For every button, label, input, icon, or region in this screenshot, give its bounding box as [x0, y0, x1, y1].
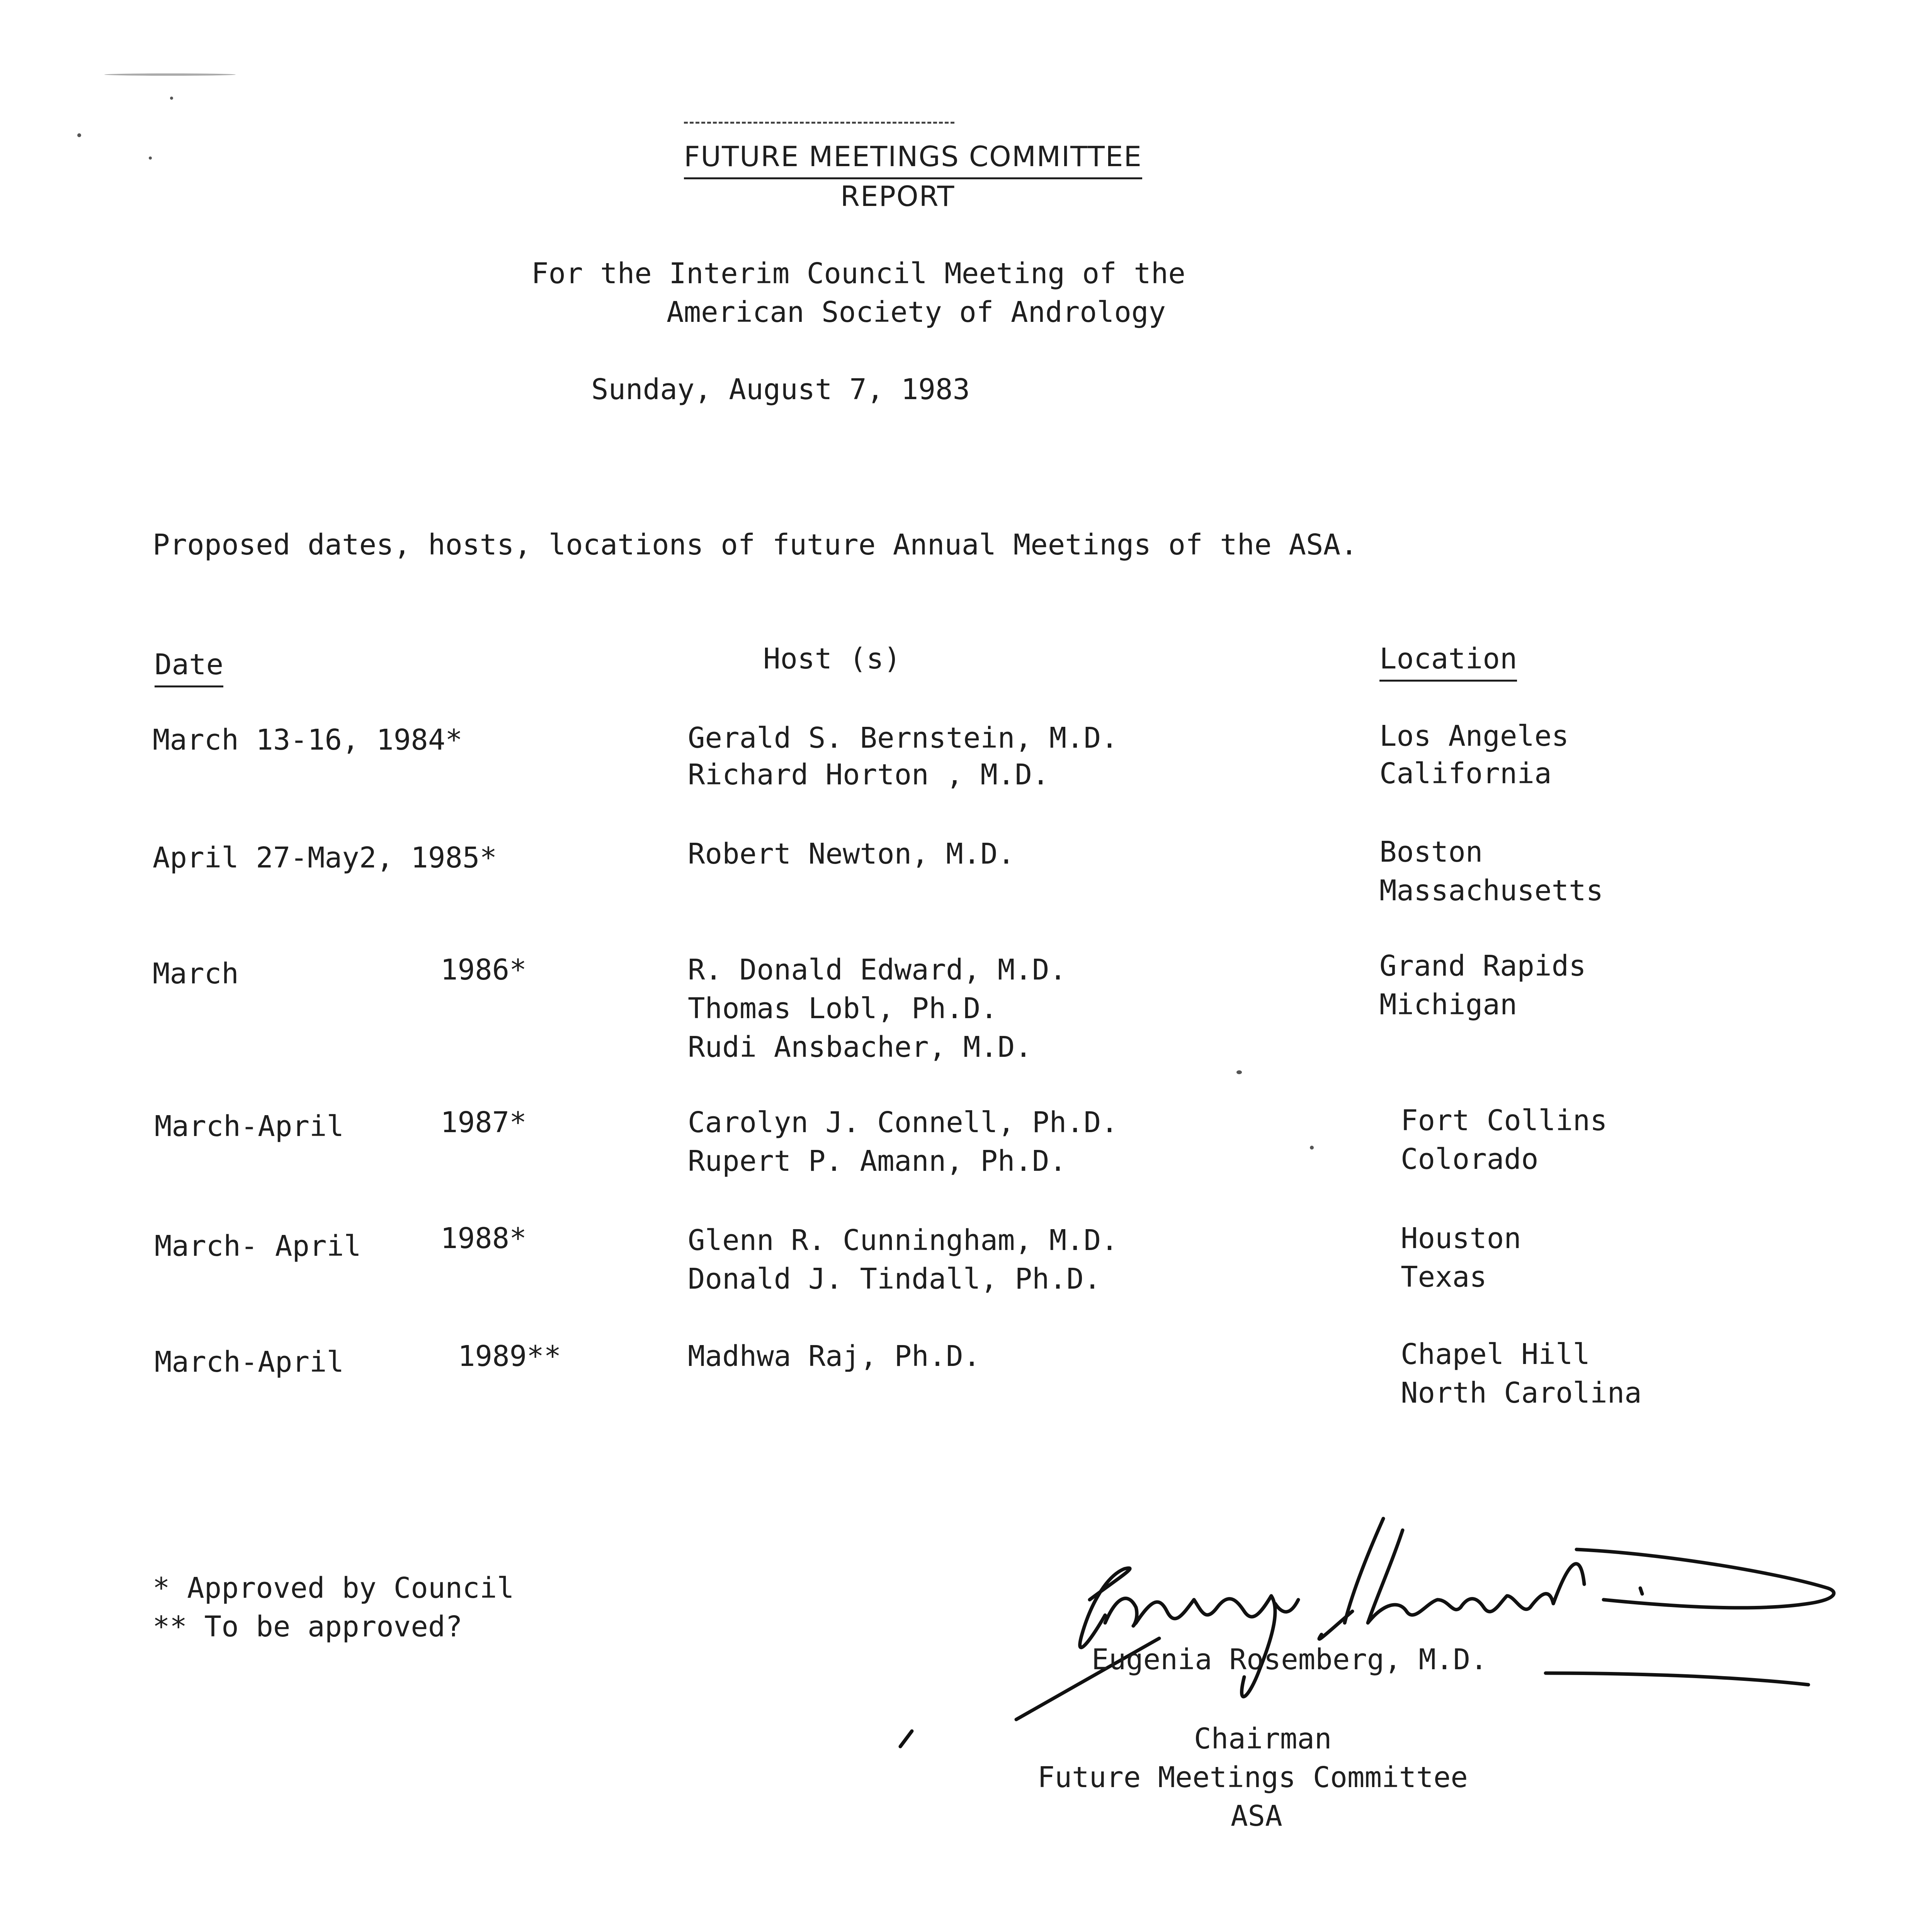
row-location: Fort Collins — [1401, 1104, 1607, 1137]
row-date: March 13-16, 1984* — [153, 723, 463, 757]
header-line-1: For the Interim Council Meeting of the — [531, 257, 1185, 290]
scan-mark — [104, 73, 236, 76]
row-host: Carolyn J. Connell, Ph.D. — [688, 1106, 1118, 1139]
row-host: Glenn R. Cunningham, M.D. — [688, 1224, 1118, 1257]
row-location: Houston — [1401, 1222, 1521, 1255]
row-date-year: 1987* — [440, 1106, 527, 1139]
scan-mark — [170, 97, 173, 100]
row-host: Gerald S. Bernstein, M.D. — [688, 721, 1118, 755]
report-subtitle: REPORT — [840, 180, 955, 213]
row-location: Massachusetts — [1379, 874, 1604, 907]
report-title: FUTURE MEETINGS COMMITTEE — [684, 137, 1142, 179]
row-location: Michigan — [1379, 988, 1517, 1021]
row-date: April 27-May2, 1985* — [153, 841, 497, 874]
row-location: Colorado — [1401, 1143, 1539, 1176]
row-date-month: March-April — [155, 1110, 344, 1143]
intro-text: Proposed dates, hosts, locations of future Annual Meetings of the ASA. — [153, 528, 1358, 561]
row-location: Boston — [1379, 835, 1483, 869]
scan-mark — [77, 133, 81, 137]
row-host: Madhwa Raj, Ph.D. — [688, 1340, 981, 1373]
footnote-to-be-approved: ** To be approved? — [153, 1610, 463, 1643]
row-location: North Carolina — [1401, 1376, 1642, 1410]
row-location: Los Angeles — [1379, 719, 1569, 753]
footnote-approved: * Approved by Council — [153, 1571, 514, 1605]
row-host: Donald J. Tindall, Ph.D. — [688, 1262, 1101, 1296]
row-location: Texas — [1401, 1260, 1487, 1294]
column-header-location: Location — [1379, 639, 1517, 682]
row-date-month: March- April — [155, 1230, 361, 1263]
signer-org: ASA — [1231, 1799, 1282, 1833]
signer-title: Chairman — [1194, 1722, 1332, 1755]
row-host: Richard Horton , M.D. — [688, 758, 1049, 791]
column-header-host: Host (s) — [763, 642, 901, 675]
row-date-year: 1989** — [458, 1340, 561, 1373]
signer-committee: Future Meetings Committee — [1037, 1761, 1468, 1794]
signer-name: Eugenia Rosemberg, M.D. — [1092, 1643, 1488, 1676]
row-host: R. Donald Edward, M.D. — [688, 953, 1067, 986]
row-host: Thomas Lobl, Ph.D. — [688, 992, 998, 1025]
row-location: Chapel Hill — [1401, 1338, 1590, 1371]
title-overline — [684, 122, 954, 124]
row-location: Grand Rapids — [1379, 949, 1586, 983]
row-host: Robert Newton, M.D. — [688, 837, 1015, 871]
column-header-date: Date — [155, 645, 223, 687]
row-date-year: 1988* — [440, 1222, 527, 1255]
scan-mark — [149, 156, 152, 160]
meeting-date: Sunday, August 7, 1983 — [591, 373, 970, 406]
scan-mark — [1310, 1146, 1314, 1150]
row-location: California — [1379, 757, 1552, 790]
row-date-month: March-April — [155, 1345, 344, 1379]
row-date-year: 1986* — [440, 953, 527, 986]
row-host: Rupert P. Amann, Ph.D. — [688, 1145, 1067, 1178]
row-host: Rudi Ansbacher, M.D. — [688, 1031, 1032, 1064]
row-date-month: March — [153, 957, 239, 990]
header-line-2: American Society of Andrology — [667, 296, 1166, 329]
scan-mark — [1236, 1070, 1242, 1074]
